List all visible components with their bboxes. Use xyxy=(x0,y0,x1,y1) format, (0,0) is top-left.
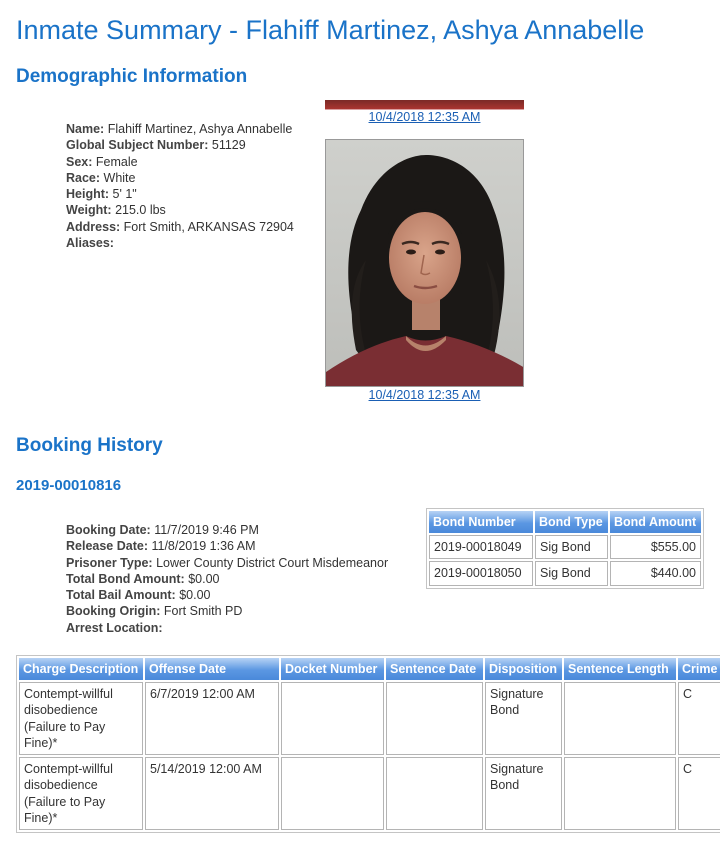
bond-number-cell: 2019-00018050 xyxy=(429,561,533,585)
offense-date-cell: 5/14/2019 12:00 AM xyxy=(145,757,279,830)
field-address: Address: Fort Smith, ARKANSAS 72904 xyxy=(66,219,294,234)
disposition-header: Disposition xyxy=(485,658,562,680)
booking-history-heading: Booking History xyxy=(16,435,163,456)
sentence-length-cell xyxy=(564,682,676,755)
table-row xyxy=(19,682,720,755)
field-arrest-location: Arrest Location: xyxy=(66,620,163,635)
bond-number-cell: 2019-00018049 xyxy=(429,535,533,559)
field-release-date: Release Date: 11/8/2019 1:36 AM xyxy=(66,539,256,554)
bond-header-row xyxy=(429,511,701,533)
table-row xyxy=(429,561,701,585)
field-sex: Sex: Female xyxy=(66,154,138,169)
page-title: Inmate Summary - Flahiff Martinez, Ashya Annabelle xyxy=(16,15,645,45)
field-global-subject-number: Global Subject Number: 51129 xyxy=(66,138,246,153)
sentence-length-header: Sentence Length xyxy=(564,658,676,680)
crime-cell: C xyxy=(678,682,720,755)
crime-header: Crime xyxy=(678,658,720,680)
charges-table xyxy=(16,655,720,833)
bond-type-cell: Sig Bond xyxy=(535,561,608,585)
sentence-date-cell xyxy=(386,757,483,830)
offense-date-header: Offense Date xyxy=(145,658,279,680)
bond-table xyxy=(426,508,704,589)
bond-amount-header: Bond Amount xyxy=(610,511,701,533)
table-row xyxy=(19,757,720,830)
field-aliases: Aliases: xyxy=(66,236,114,251)
mugshot-image xyxy=(326,140,524,387)
disposition-cell: Signature Bond xyxy=(485,757,562,830)
demographic-heading: Demographic Information xyxy=(16,66,248,87)
photo-caption-2[interactable]: 10/4/2018 12:35 AM xyxy=(368,388,481,402)
crime-cell: C xyxy=(678,757,720,830)
table-row xyxy=(429,535,701,559)
field-total-bond-amount: Total Bond Amount: $0.00 xyxy=(66,571,220,586)
bond-amount-cell: $440.00 xyxy=(610,561,701,585)
previous-photo-edge xyxy=(325,100,524,110)
bond-type-header: Bond Type xyxy=(535,511,608,533)
demographic-info xyxy=(66,121,294,251)
field-booking-date: Booking Date: 11/7/2019 9:46 PM xyxy=(66,523,259,537)
field-weight: Weight: 215.0 lbs xyxy=(66,203,166,218)
sentence-date-cell xyxy=(386,682,483,755)
field-booking-origin: Booking Origin: Fort Smith PD xyxy=(66,604,243,619)
mugshot-photo xyxy=(325,139,524,387)
bond-type-cell: Sig Bond xyxy=(535,535,608,559)
sentence-length-cell xyxy=(564,757,676,830)
offense-date-cell: 6/7/2019 12:00 AM xyxy=(145,682,279,755)
charge-description-cell: Contempt-willful disobedience (Failure to Pay Fine)* xyxy=(19,757,143,830)
bond-number-header: Bond Number xyxy=(429,511,533,533)
bond-amount-cell: $555.00 xyxy=(610,535,701,559)
charge-description-cell: Contempt-willful disobedience (Failure to Pay Fine)* xyxy=(19,682,143,755)
field-race: Race: White xyxy=(66,170,136,185)
field-total-bail-amount: Total Bail Amount: $0.00 xyxy=(66,588,211,603)
sentence-date-header: Sentence Date xyxy=(386,658,483,680)
docket-number-header: Docket Number xyxy=(281,658,384,680)
field-name: Name: Flahiff Martinez, Ashya Annabelle xyxy=(66,122,293,136)
field-prisoner-type: Prisoner Type: Lower County District Court Misdemeanor xyxy=(66,555,389,570)
docket-number-cell xyxy=(281,682,384,755)
photo-caption-1[interactable]: 10/4/2018 12:35 AM xyxy=(368,110,481,124)
charge-description-header: Charge Description xyxy=(19,658,143,680)
charges-header-row xyxy=(19,658,720,680)
booking-number: 2019-00010816 xyxy=(16,477,122,494)
field-height: Height: 5' 1" xyxy=(66,187,137,202)
docket-number-cell xyxy=(281,757,384,830)
disposition-cell: Signature Bond xyxy=(485,682,562,755)
booking-info xyxy=(66,522,388,636)
